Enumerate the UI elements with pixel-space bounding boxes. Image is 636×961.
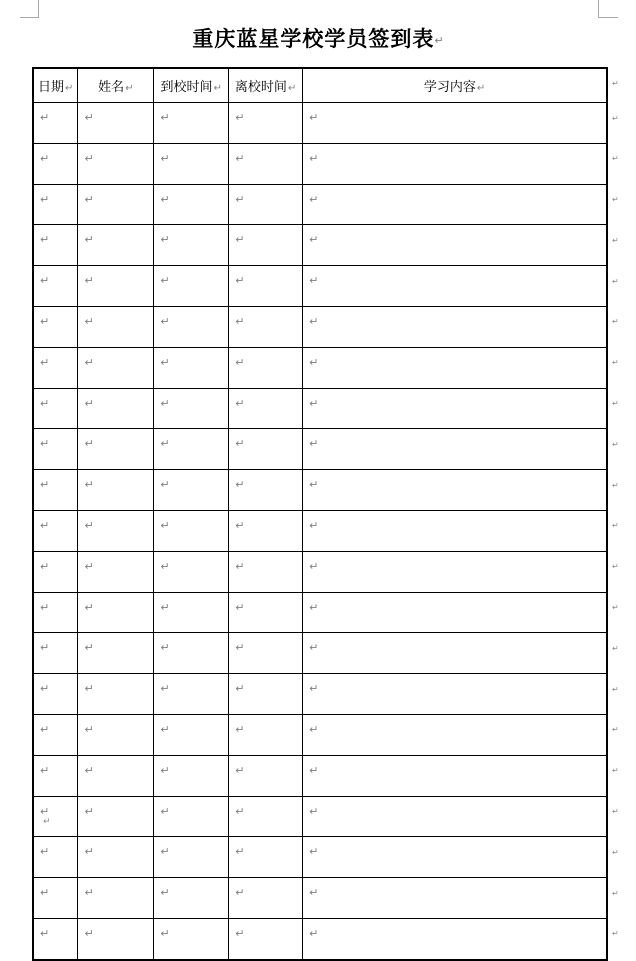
table-cell[interactable] xyxy=(154,837,229,878)
table-row xyxy=(33,918,635,959)
table-row xyxy=(33,266,635,307)
paragraph-mark-icon: ↵ xyxy=(125,83,134,94)
table-row xyxy=(33,306,635,347)
table-cell[interactable] xyxy=(154,347,229,388)
paragraph-mark-icon: ↵ xyxy=(160,152,170,165)
table-cell[interactable] xyxy=(154,388,229,429)
paragraph-mark-icon: ↵ xyxy=(40,275,50,288)
table-cell[interactable] xyxy=(229,755,303,796)
row-end-mark-cell xyxy=(607,592,635,633)
paragraph-mark-icon: ↵ xyxy=(309,723,319,736)
row-end-mark-icon: ↵ xyxy=(611,317,619,327)
table-row xyxy=(33,347,635,388)
row-end-mark-icon: ↵ xyxy=(611,847,619,857)
row-end-mark-icon: ↵ xyxy=(611,399,619,409)
row-end-mark-icon: ↵ xyxy=(611,643,619,653)
table-cell[interactable] xyxy=(229,266,303,307)
row-end-mark-cell xyxy=(607,429,635,470)
table-cell[interactable] xyxy=(78,143,154,184)
paragraph-mark-icon: ↵ xyxy=(160,805,170,818)
paragraph-mark-icon: ↵ xyxy=(84,683,94,696)
paragraph-mark-icon: ↵ xyxy=(160,887,170,900)
row-end-mark-cell xyxy=(607,143,635,184)
table-row xyxy=(33,755,635,796)
paragraph-mark-icon: ↵ xyxy=(84,479,94,492)
paragraph-mark-icon: ↵ xyxy=(160,519,170,532)
paragraph-mark-icon: ↵ xyxy=(40,560,50,573)
table-cell[interactable] xyxy=(229,510,303,551)
row-end-mark-icon: ↵ xyxy=(611,276,619,286)
row-end-mark-icon: ↵ xyxy=(611,195,619,205)
table-cell[interactable] xyxy=(154,878,229,919)
paragraph-mark-icon: ↵ xyxy=(84,887,94,900)
table-cell[interactable] xyxy=(303,225,607,266)
row-end-mark-cell xyxy=(607,796,635,837)
paragraph-mark-icon: ↵ xyxy=(40,805,50,818)
paragraph-mark-icon: ↵ xyxy=(84,152,94,165)
paragraph-mark-icon: ↵ xyxy=(309,397,319,410)
table-cell[interactable] xyxy=(303,266,607,307)
table-row xyxy=(33,143,635,184)
table-cell[interactable] xyxy=(33,225,78,266)
row-end-mark-cell xyxy=(607,510,635,551)
paragraph-mark-icon: ↵ xyxy=(40,887,50,900)
row-end-mark-cell xyxy=(607,755,635,796)
table-row xyxy=(33,714,635,755)
paragraph-mark-icon: ↵ xyxy=(84,805,94,818)
table-cell[interactable] xyxy=(33,306,78,347)
paragraph-mark-icon: ↵ xyxy=(160,275,170,288)
row-end-mark-cell xyxy=(607,674,635,715)
paragraph-mark-icon: ↵ xyxy=(160,642,170,655)
paragraph-mark-icon: ↵ xyxy=(40,152,50,165)
table-cell[interactable] xyxy=(229,184,303,225)
paragraph-mark-icon: ↵ xyxy=(309,642,319,655)
table-cell[interactable] xyxy=(33,714,78,755)
page-title-text: 重庆蓝星学校学员签到表 xyxy=(192,28,435,51)
text-boundary-crop-mark-top-left xyxy=(20,0,39,18)
table-cell[interactable] xyxy=(229,347,303,388)
header-cell-name[interactable] xyxy=(78,68,154,103)
header-cell-departure-time[interactable] xyxy=(229,68,303,103)
paragraph-mark-icon: ↵ xyxy=(84,275,94,288)
paragraph-mark-icon: ↵ xyxy=(235,887,245,900)
paragraph-mark-icon: ↵ xyxy=(309,764,319,777)
table-cell[interactable] xyxy=(229,103,303,144)
row-end-mark-icon: ↵ xyxy=(611,358,619,368)
paragraph-mark-icon: ↵ xyxy=(309,683,319,696)
paragraph-mark-icon: ↵ xyxy=(235,723,245,736)
paragraph-mark-icon: ↵ xyxy=(235,642,245,655)
table-cell[interactable] xyxy=(229,878,303,919)
paragraph-mark-icon: ↵ xyxy=(84,356,94,369)
header-label-date: 日期 xyxy=(38,79,65,94)
table-cell[interactable] xyxy=(303,796,607,837)
text-boundary-crop-mark-top-right xyxy=(598,0,618,18)
paragraph-mark-icon: ↵ xyxy=(213,83,222,94)
table-cell[interactable] xyxy=(78,510,154,551)
table-cell[interactable] xyxy=(33,184,78,225)
row-end-mark-cell xyxy=(607,266,635,307)
paragraph-mark-icon: ↵ xyxy=(309,438,319,451)
paragraph-mark-icon: ↵ xyxy=(235,846,245,859)
table-cell[interactable] xyxy=(33,551,78,592)
table-cell[interactable] xyxy=(33,510,78,551)
table-cell[interactable] xyxy=(303,633,607,674)
paragraph-mark-icon: ↵ xyxy=(309,560,319,573)
table-cell[interactable] xyxy=(303,592,607,633)
table-cell[interactable] xyxy=(303,674,607,715)
paragraph-mark-icon: ↵ xyxy=(309,519,319,532)
paragraph-mark-icon: ↵ xyxy=(84,519,94,532)
paragraph-mark-icon: ↵ xyxy=(40,642,50,655)
paragraph-mark-icon: ↵ xyxy=(309,234,319,247)
table-cell[interactable] xyxy=(303,714,607,755)
row-end-mark-cell xyxy=(607,388,635,429)
paragraph-mark-icon: ↵ xyxy=(160,560,170,573)
table-cell[interactable] xyxy=(229,225,303,266)
paragraph-mark-icon: ↵ xyxy=(40,519,50,532)
table-cell[interactable] xyxy=(33,388,78,429)
header-cell-arrival-time[interactable] xyxy=(154,68,229,103)
table-cell[interactable] xyxy=(78,184,154,225)
table-cell[interactable] xyxy=(33,266,78,307)
table-cell[interactable] xyxy=(78,714,154,755)
paragraph-mark-icon: ↵ xyxy=(235,683,245,696)
row-end-mark-icon: ↵ xyxy=(611,521,619,531)
table-cell[interactable] xyxy=(33,103,78,144)
paragraph-mark-icon: ↵ xyxy=(235,764,245,777)
paragraph-mark-icon: ↵ xyxy=(160,601,170,614)
paragraph-mark-icon: ↵ xyxy=(40,764,50,777)
table-cell[interactable] xyxy=(229,837,303,878)
table-cell[interactable] xyxy=(229,470,303,511)
paragraph-mark-icon: ↵ xyxy=(40,234,50,247)
paragraph-mark-icon: ↵ xyxy=(40,397,50,410)
row-end-mark-cell xyxy=(607,103,635,144)
paragraph-mark-icon: ↵ xyxy=(235,193,245,206)
table-row xyxy=(33,388,635,429)
row-end-mark-cell xyxy=(607,68,635,103)
paragraph-mark-icon: ↵ xyxy=(84,234,94,247)
row-end-mark-cell xyxy=(607,878,635,919)
table-cell[interactable] xyxy=(154,266,229,307)
paragraph-mark-icon: ↵ xyxy=(309,927,319,940)
table-row xyxy=(33,796,635,837)
paragraph-mark-icon: ↵ xyxy=(40,193,50,206)
table-cell[interactable] xyxy=(229,633,303,674)
paragraph-mark-icon: ↵ xyxy=(40,315,50,328)
paragraph-mark-icon: ↵ xyxy=(235,275,245,288)
row-end-mark-cell xyxy=(607,184,635,225)
row-end-mark-icon: ↵ xyxy=(611,929,619,939)
paragraph-mark-icon: ↵ xyxy=(309,805,319,818)
paragraph-mark-icon: ↵ xyxy=(160,112,170,124)
paragraph-mark-icon: ↵ xyxy=(309,479,319,492)
table-cell[interactable] xyxy=(303,306,607,347)
paragraph-mark-icon: ↵ xyxy=(235,560,245,573)
paragraph-mark-icon: ↵ xyxy=(309,152,319,165)
paragraph-mark-icon: ↵ xyxy=(160,927,170,940)
table-cell[interactable] xyxy=(78,306,154,347)
table-cell[interactable] xyxy=(33,143,78,184)
table-cell[interactable] xyxy=(154,755,229,796)
table-cell[interactable] xyxy=(78,633,154,674)
paragraph-mark-icon: ↵ xyxy=(84,560,94,573)
paragraph-mark-icon: ↵ xyxy=(84,642,94,655)
page-title xyxy=(0,0,636,55)
table-cell[interactable] xyxy=(303,103,607,144)
table-cell[interactable] xyxy=(33,755,78,796)
paragraph-mark-icon: ↵ xyxy=(84,723,94,736)
table-cell[interactable] xyxy=(303,837,607,878)
table-cell[interactable] xyxy=(33,633,78,674)
row-end-mark-icon: ↵ xyxy=(611,480,619,490)
paragraph-mark-icon: ↵ xyxy=(235,927,245,940)
paragraph-mark-icon: ↵ xyxy=(287,83,297,94)
paragraph-mark-icon: ↵ xyxy=(40,927,50,940)
paragraph-mark-icon: ↵ xyxy=(235,805,245,818)
row-end-mark-icon: ↵ xyxy=(611,725,619,735)
table-cell[interactable] xyxy=(154,510,229,551)
row-end-mark-cell xyxy=(607,470,635,511)
table-row xyxy=(33,103,635,144)
paragraph-mark-icon: ↵ xyxy=(160,683,170,696)
paragraph-mark-icon: ↵ xyxy=(160,438,170,451)
table-cell[interactable] xyxy=(154,184,229,225)
paragraph-mark-icon: ↵ xyxy=(235,152,245,165)
table-cell[interactable] xyxy=(154,918,229,959)
table-row xyxy=(33,429,635,470)
paragraph-mark-icon: ↵ xyxy=(309,356,319,369)
paragraph-mark-icon: ↵ xyxy=(160,234,170,247)
table-cell[interactable] xyxy=(33,592,78,633)
paragraph-mark-icon: ↵ xyxy=(40,479,50,492)
table-cell[interactable] xyxy=(303,388,607,429)
table-cell[interactable] xyxy=(33,470,78,511)
table-cell[interactable] xyxy=(303,429,607,470)
paragraph-mark-icon: ↵ xyxy=(40,438,50,451)
row-end-mark-icon: ↵ xyxy=(611,766,619,776)
paragraph-mark-icon: ↵ xyxy=(160,356,170,369)
header-label-arrival-time: 到校时间 xyxy=(160,79,213,94)
table-row xyxy=(33,510,635,551)
table-cell[interactable] xyxy=(78,551,154,592)
table-cell[interactable] xyxy=(78,103,154,144)
row-end-mark-cell xyxy=(607,551,635,592)
paragraph-mark-icon: ↵ xyxy=(235,356,245,369)
table-cell[interactable] xyxy=(303,510,607,551)
paragraph-mark-icon: ↵ xyxy=(309,846,319,859)
table-cell[interactable] xyxy=(154,674,229,715)
table-cell[interactable] xyxy=(154,592,229,633)
table-cell[interactable] xyxy=(33,429,78,470)
paragraph-mark-icon: ↵ xyxy=(476,83,486,94)
row-end-mark-icon: ↵ xyxy=(611,684,619,694)
table-cell[interactable] xyxy=(229,388,303,429)
paragraph-mark-icon: ↵ xyxy=(84,438,94,451)
paragraph-mark-icon: ↵ xyxy=(160,723,170,736)
paragraph-mark-icon: ↵ xyxy=(309,193,319,206)
table-cell[interactable] xyxy=(33,918,78,959)
paragraph-mark-icon: ↵ xyxy=(40,846,50,859)
table-cell[interactable] xyxy=(229,143,303,184)
table-cell[interactable] xyxy=(154,714,229,755)
row-end-mark-cell xyxy=(607,225,635,266)
row-end-mark-icon: ↵ xyxy=(611,79,619,88)
row-end-mark-cell xyxy=(607,633,635,674)
table-cell[interactable] xyxy=(78,470,154,511)
paragraph-mark-icon: ↵ xyxy=(309,275,319,288)
row-end-mark-icon: ↵ xyxy=(611,603,619,613)
row-end-mark-cell xyxy=(607,714,635,755)
table-cell[interactable] xyxy=(78,918,154,959)
table-cell[interactable] xyxy=(303,755,607,796)
row-end-mark-cell xyxy=(607,306,635,347)
table-row xyxy=(33,470,635,511)
table-cell[interactable] xyxy=(78,225,154,266)
row-end-mark-cell xyxy=(607,918,635,959)
table-cell[interactable] xyxy=(33,347,78,388)
paragraph-mark-icon: ↵ xyxy=(40,683,50,696)
table-header-row xyxy=(33,68,635,103)
table-cell[interactable] xyxy=(229,674,303,715)
table-cell[interactable] xyxy=(78,674,154,715)
paragraph-mark-icon: ↵ xyxy=(235,479,245,492)
row-end-mark-icon: ↵ xyxy=(611,113,619,123)
row-end-mark-cell xyxy=(607,347,635,388)
paragraph-mark-icon: ↵ xyxy=(309,112,319,124)
row-end-mark-icon: ↵ xyxy=(611,439,619,449)
row-end-mark-icon: ↵ xyxy=(611,888,619,898)
paragraph-mark-icon: ↵ xyxy=(235,601,245,614)
signin-table-body xyxy=(33,68,635,960)
paragraph-mark-icon: ↵ xyxy=(160,479,170,492)
paragraph-mark-icon: ↵ xyxy=(235,112,245,124)
table-cell[interactable] xyxy=(154,225,229,266)
paragraph-mark-icon: ↵ xyxy=(65,83,74,94)
table-cell[interactable] xyxy=(303,551,607,592)
header-label-study-content: 学习内容 xyxy=(423,79,476,94)
paragraph-mark-icon: ↵ xyxy=(40,112,50,124)
table-cell[interactable] xyxy=(229,429,303,470)
table-row xyxy=(33,837,635,878)
table-cell[interactable] xyxy=(154,103,229,144)
table-cell[interactable] xyxy=(229,714,303,755)
table-cell[interactable] xyxy=(78,266,154,307)
paragraph-mark-icon: ↵ xyxy=(235,519,245,532)
table-row xyxy=(33,184,635,225)
table-cell[interactable] xyxy=(229,306,303,347)
paragraph-mark-icon: ↵ xyxy=(84,193,94,206)
table-cell[interactable] xyxy=(78,388,154,429)
paragraph-mark-icon: ↵ xyxy=(160,315,170,328)
table-cell[interactable] xyxy=(78,755,154,796)
table-cell[interactable] xyxy=(303,470,607,511)
row-end-mark-icon: ↵ xyxy=(611,154,619,164)
table-cell[interactable] xyxy=(303,918,607,959)
table-cell[interactable] xyxy=(154,551,229,592)
paragraph-mark-icon: ↵ xyxy=(40,723,50,736)
table-cell[interactable] xyxy=(154,429,229,470)
paragraph-mark-icon: ↵ xyxy=(84,601,94,614)
table-cell[interactable] xyxy=(78,592,154,633)
table-cell[interactable] xyxy=(229,551,303,592)
table-cell[interactable] xyxy=(303,184,607,225)
paragraph-mark-icon: ↵ xyxy=(84,397,94,410)
header-cell-date[interactable] xyxy=(33,68,78,103)
paragraph-mark-icon: ↵ xyxy=(235,397,245,410)
table-row xyxy=(33,592,635,633)
table-cell[interactable] xyxy=(154,470,229,511)
table-cell[interactable] xyxy=(78,878,154,919)
paragraph-mark-icon: ↵ xyxy=(309,887,319,900)
table-cell[interactable] xyxy=(154,306,229,347)
table-row xyxy=(33,551,635,592)
paragraph-mark-icon: ↵ xyxy=(434,35,444,47)
table-row xyxy=(33,878,635,919)
row-end-mark-icon: ↵ xyxy=(611,235,619,245)
paragraph-mark-icon: ↵ xyxy=(84,764,94,777)
paragraph-mark-icon: ↵ xyxy=(160,193,170,206)
header-label-departure-time: 离校时间 xyxy=(234,79,287,94)
paragraph-mark-icon: ↵ xyxy=(309,601,319,614)
header-cell-study-content[interactable] xyxy=(303,68,607,103)
signin-table xyxy=(32,67,636,961)
paragraph-mark-icon: ↵ xyxy=(84,315,94,328)
table-cell[interactable] xyxy=(78,429,154,470)
table-cell[interactable] xyxy=(154,633,229,674)
table-row xyxy=(33,225,635,266)
paragraph-mark-icon: ↵ xyxy=(84,927,94,940)
table-cell[interactable] xyxy=(303,878,607,919)
paragraph-mark-icon: ↵ xyxy=(40,356,50,369)
table-cell[interactable] xyxy=(229,918,303,959)
paragraph-mark-icon: ↵ xyxy=(235,315,245,328)
table-cell[interactable] xyxy=(229,592,303,633)
row-end-mark-icon: ↵ xyxy=(611,807,619,817)
table-cell[interactable] xyxy=(229,796,303,837)
table-cell[interactable] xyxy=(33,674,78,715)
paragraph-mark-icon: ↵ xyxy=(160,846,170,859)
paragraph-mark-icon: ↵ xyxy=(40,601,50,614)
table-cell[interactable] xyxy=(154,143,229,184)
table-cell[interactable] xyxy=(33,837,78,878)
table-cell[interactable] xyxy=(33,796,78,837)
table-cell[interactable] xyxy=(303,143,607,184)
table-cell[interactable] xyxy=(78,837,154,878)
table-cell[interactable] xyxy=(33,878,78,919)
table-cell[interactable] xyxy=(78,796,154,837)
paragraph-mark-icon: ↵ xyxy=(160,764,170,777)
table-cell[interactable] xyxy=(154,796,229,837)
table-row xyxy=(33,633,635,674)
paragraph-mark-icon: ↵ xyxy=(309,315,319,328)
row-end-mark-icon: ↵ xyxy=(611,562,619,572)
paragraph-mark-icon: ↵ xyxy=(84,846,94,859)
paragraph-mark-icon: ↵ xyxy=(235,234,245,247)
table-cell[interactable] xyxy=(78,347,154,388)
paragraph-mark-icon: ↵ xyxy=(235,438,245,451)
paragraph-mark-icon: ↵ xyxy=(84,112,94,124)
end-of-document-paragraph-mark: ↵ xyxy=(43,816,51,826)
paragraph-mark-icon: ↵ xyxy=(160,397,170,410)
header-label-name: 姓名 xyxy=(98,79,125,94)
table-cell[interactable] xyxy=(303,347,607,388)
row-end-mark-cell xyxy=(607,837,635,878)
table-row xyxy=(33,674,635,715)
